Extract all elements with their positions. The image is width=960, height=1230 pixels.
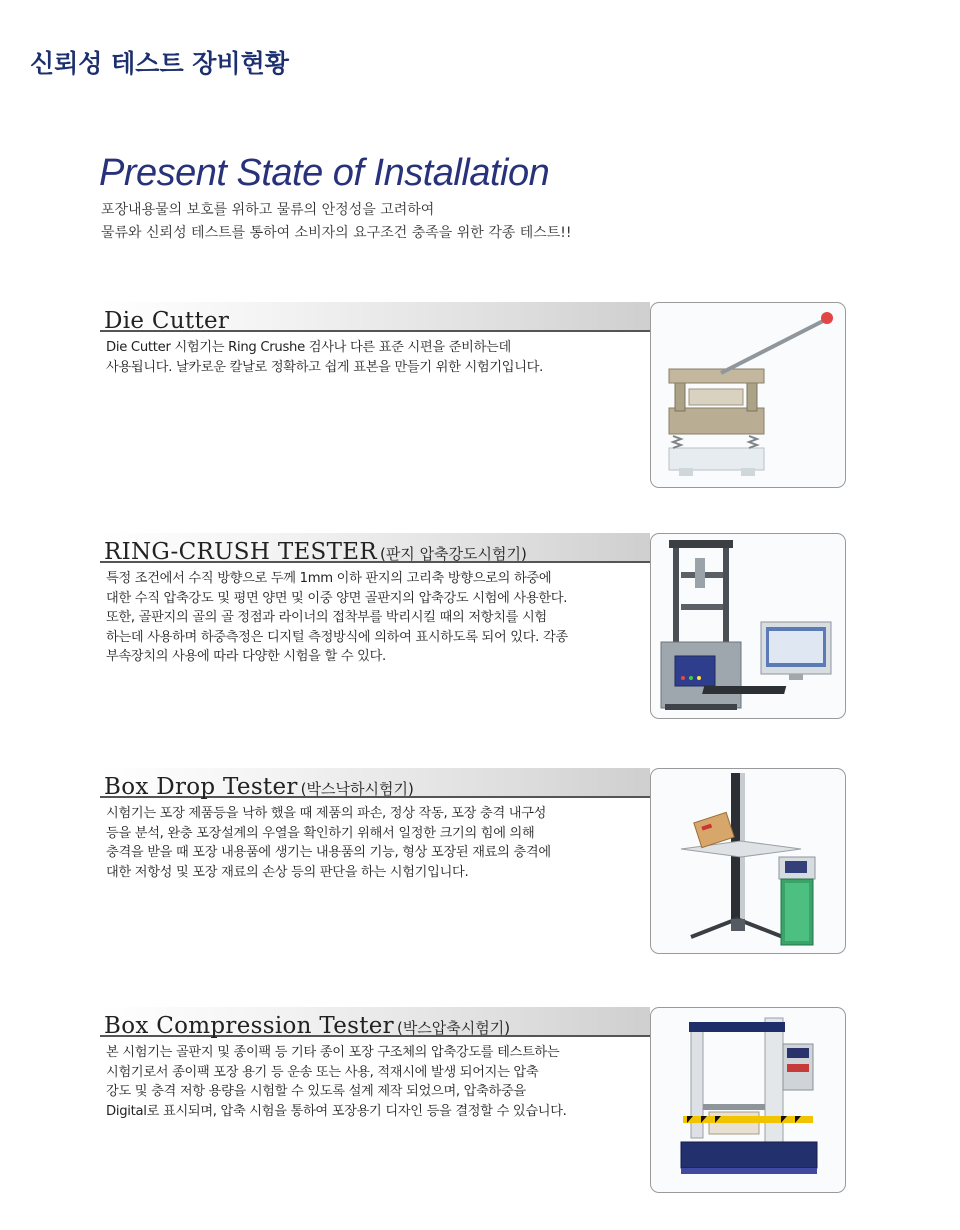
page-title: 신뢰성 테스트 장비현황 bbox=[30, 49, 289, 78]
section-title bbox=[104, 308, 229, 334]
intro-heading: Present State of Installation bbox=[99, 152, 550, 194]
section-box-drop-tester bbox=[100, 768, 846, 958]
die-cutter-photo bbox=[650, 302, 846, 488]
section-description: 본 시험기는 골판지 및 종이팩 등 기타 종이 포장 구조체의 압축강도를 테스트하는 시험기로서 종이팩 포장 용기 등 운송 또는 사용, 적재시에 발생 되어지는 압축 강도 및 충격 저항 용량을 시험할 수 있도록 설계 제작 되었으며, 압축하중을 Digital로 표시되며, 압축 시험을 통하여 포장용기 디자인 등을 결정할 수 있습니다. bbox=[106, 1045, 567, 1119]
box-drop-tester-photo bbox=[650, 768, 846, 954]
section-title-text: Box Drop Tester bbox=[104, 774, 298, 800]
section-description: Die Cutter 시험기는 Ring Crushe 검사나 다른 표준 시편을 준비하는데 사용됩니다. 날카로운 칼날로 정확하고 쉽게 표본을 만들기 위한 시험기입니다. bbox=[106, 340, 543, 375]
section-header-band bbox=[100, 768, 650, 798]
section-title-text: Die Cutter bbox=[104, 308, 230, 334]
section-description: 특정 조건에서 수직 방향으로 두께 1mm 이하 판지의 고리축 방향으로의 하중에 대한 수직 압축강도 및 평면 양면 및 이중 양면 골판지의 압축강도 시험에 사용한다. 또한, 골판지의 골의 골 정점과 라이너의 접착부를 박리시킬 때의 저항치를 시험 하는데 사용하며 하중측정은 디지털 측정방식에 의하여 표시하도록 되어 있다. 각종 부속장치의 사용에 따라 다양한 시험을 할 수 있다. bbox=[106, 571, 568, 664]
section-subtitle: (박스낙하시험기) bbox=[300, 780, 414, 798]
box-compression-tester-photo bbox=[650, 1007, 846, 1193]
section-header-band bbox=[100, 302, 650, 332]
section-title-text: RING-CRUSH TESTER bbox=[104, 539, 377, 565]
intro-text bbox=[101, 199, 572, 245]
section-subtitle: (박스압축시험기) bbox=[396, 1019, 511, 1037]
section-subtitle: (판지 압축강도시험기) bbox=[379, 545, 527, 563]
section-ring-crush-tester bbox=[100, 533, 846, 723]
section-header-band bbox=[100, 1007, 650, 1037]
ring-crush-tester-photo bbox=[650, 533, 846, 719]
section-die-cutter bbox=[100, 302, 846, 492]
section-title bbox=[104, 1013, 510, 1039]
intro-line: 물류와 신뢰성 테스트를 통하여 소비자의 요구조건 충족을 위한 각종 테스트!! bbox=[101, 225, 572, 241]
section-title bbox=[104, 539, 527, 565]
section-header-band bbox=[100, 533, 650, 563]
section-box-compression-tester bbox=[100, 1007, 846, 1197]
intro-line: 포장내용물의 보호를 위하고 물류의 안정성을 고려하여 bbox=[101, 202, 435, 218]
section-title bbox=[104, 774, 414, 800]
section-title-text: Box Compression Tester bbox=[104, 1013, 394, 1039]
section-description: 시험기는 포장 제품등을 낙하 했을 때 제품의 파손, 정상 작동, 포장 충격 내구성 등을 분석, 완충 포장설계의 우열을 확인하기 위해서 일정한 크기의 힘에 의해 충격을 받을 때 포장 내용품에 생기는 내용품의 기능, 형상 포장된 재료의 충격에 대한 저항성 및 포장 재료의 손상 등의 판단을 하는 시험기입니다. bbox=[106, 806, 551, 880]
